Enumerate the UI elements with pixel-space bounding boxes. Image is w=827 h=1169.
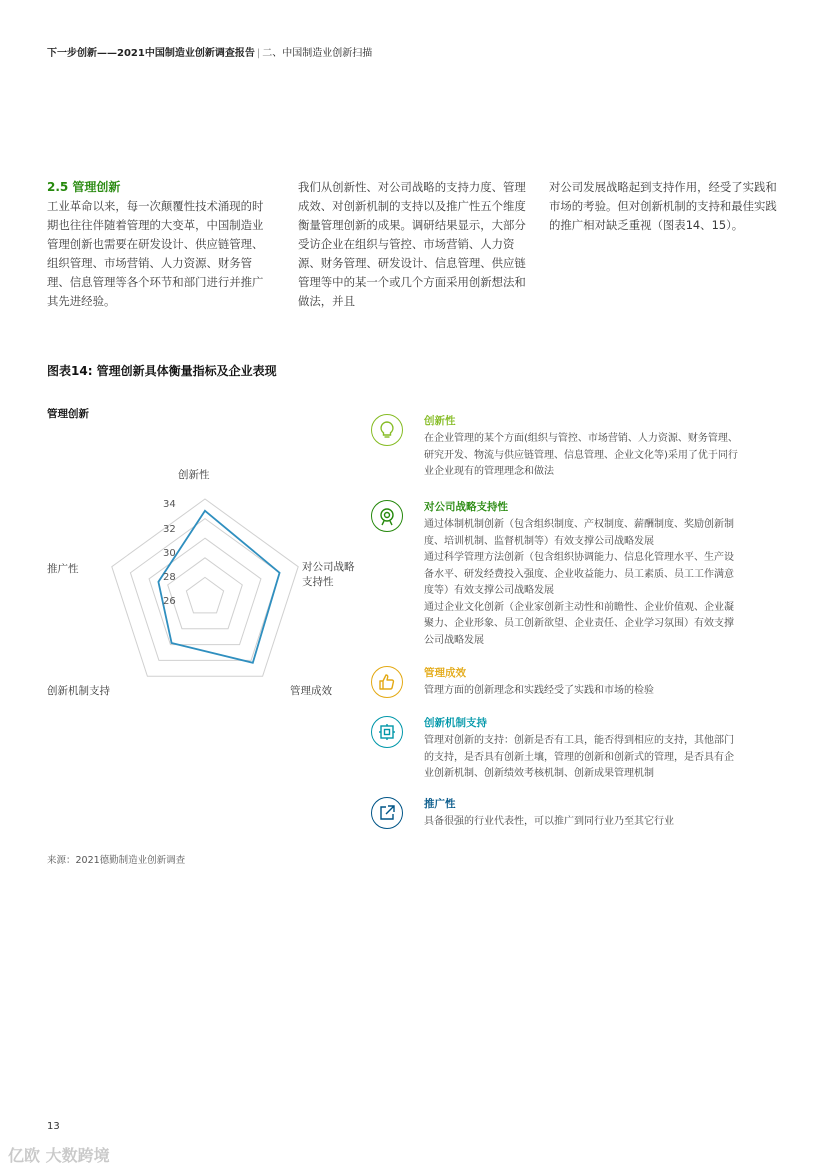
legend-title: 对公司战略支持性 [424,501,508,513]
legend-line: 业企业现有的管理理念和做法 [424,466,554,477]
watermark-logo: 亿欧 大数跨境 [8,1146,110,1165]
legend-line: 的支持，是否具有创新土壤，管理的创新和创新式的管理，是否具有企 [424,751,734,763]
legend-line: 通过企业文化创新（企业家创新主动性和前瞻性、企业价值观、企业凝 [424,601,734,613]
radar-grid-ring [186,577,223,612]
legend-title: 创新机制支持 [424,717,487,729]
source-note: 来源：2021德勤制造业创新调查 [47,855,186,866]
axis-label-innovation: 创新性 [178,469,210,481]
legend-item-innovation [371,414,791,484]
header-separator: | [256,48,261,59]
legend-line: 管理方面的创新理念和实践经受了实践和市场的检验 [424,685,654,696]
radar-grid-ring [112,499,298,676]
legend-title: 管理成效 [424,667,466,679]
legend-line: 业创新机制、创新绩效考核机制、创新成果管理机制 [424,768,654,779]
legend-line: 备水平、研发经费投入强度、企业收益能力、员工素质、员工工作满意 [424,568,734,580]
report-title: 下一步创新——2021中国制造业创新调查报告 [47,48,255,59]
legend-item-mechanism [371,716,791,788]
legend-title: 创新性 [424,415,456,427]
text-column-2: 我们从创新性、对公司战略的支持力度、管理成效、对创新机制的支持以及推广性五个维度衡量管理创新的成果。调研结果显示，大部分受访企业在组织与管控、市场营销、人力资源、财务管理、研发设计、信息管理、供应链管理等中的某一个或几个方面采用创新想法和做法，并且 [298,180,526,308]
legend-line: 通过科学管理方法创新（包含组织协调能力、信息化管理水平、生产设 [424,552,734,563]
legend-line: 度等）有效支撑公司战略发展 [424,585,554,596]
legend-line: 通过体制机制创新（包含组织制度、产权制度、薪酬制度、奖励创新制 [424,519,734,530]
legend-line: 研究开发、物流与供应链管理、信息管理、企业文化等)采用了优于同行 [424,449,738,461]
legend-line: 聚力、企业形象、员工创新欲望、企业责任、企业学习氛围）有效支撑 [424,618,734,629]
axis-label-strategy-2: 支持性 [302,576,334,588]
legend-text [424,797,779,831]
tick-label: 34 [163,499,176,510]
tick-label: 28 [163,572,176,583]
axis-label-mechanism: 创新机制支持 [47,685,110,697]
section-name: 二、中国制造业创新扫描 [262,48,373,59]
text-column-1 [47,178,271,311]
legend-text [424,666,779,700]
tick-label: 30 [163,548,176,559]
legend-text [424,414,779,481]
legend-line: 在企业管理的某个方面(组织与管控、市场营销、人力资源、财务管理、 [424,433,738,444]
thumbs-up-icon [371,666,403,698]
page-number: 13 [47,1121,60,1132]
running-header [47,44,372,59]
axis-label-strategy-1: 对公司战略 [302,561,355,573]
framework-icon [371,716,403,748]
legend-line: 具备很强的行业代表性，可以推广到同行业乃至其它行业 [424,816,674,827]
radar-series-line [158,511,279,663]
legend-item-promotion [371,797,791,837]
legend-item-strategy [371,500,791,660]
axis-label-promotion: 推广性 [47,563,79,575]
figure-title: 图表14: 管理创新具体衡量指标及企业表现 [47,364,277,378]
paragraph-1: 工业革命以来，每一次颠覆性技术涌现的时期也往往伴随着管理的大变革，中国制造业管理创新也需要在研发设计、供应链管理、组织管理、市场营销、人力资源、财务管理、信息管理等各个环节和部门进行并推广其先进经验。 [47,199,264,308]
legend-line: 公司战略发展 [424,634,484,646]
chart-title: 管理创新 [47,408,89,420]
legend-title: 推广性 [424,798,456,810]
radar-grid-ring [168,558,243,629]
legend-item-effectiveness [371,666,791,706]
legend-text [424,716,779,783]
text-column-3: 对公司发展战略起到支持作用，经受了实践和市场的考验。但对创新机制的支持和最佳实践的推广相对缺乏重视（图表14、15）。 [549,180,777,232]
section-title: 2.5 管理创新 [47,180,121,194]
legend-text [424,500,779,649]
tick-label: 26 [163,596,176,607]
target-icon [371,500,403,532]
share-icon [371,797,403,829]
legend-line: 度、培训机制、监督机制等）有效支撑公司战略发展 [424,535,654,547]
tick-label: 32 [163,524,176,535]
axis-label-effectiveness: 管理成效 [290,685,332,697]
radar-chart [40,460,370,710]
legend-line: 管理对创新的支持：创新是否有工具，能否得到相应的支持，其他部门 [424,735,734,746]
lightbulb-icon [371,414,403,446]
